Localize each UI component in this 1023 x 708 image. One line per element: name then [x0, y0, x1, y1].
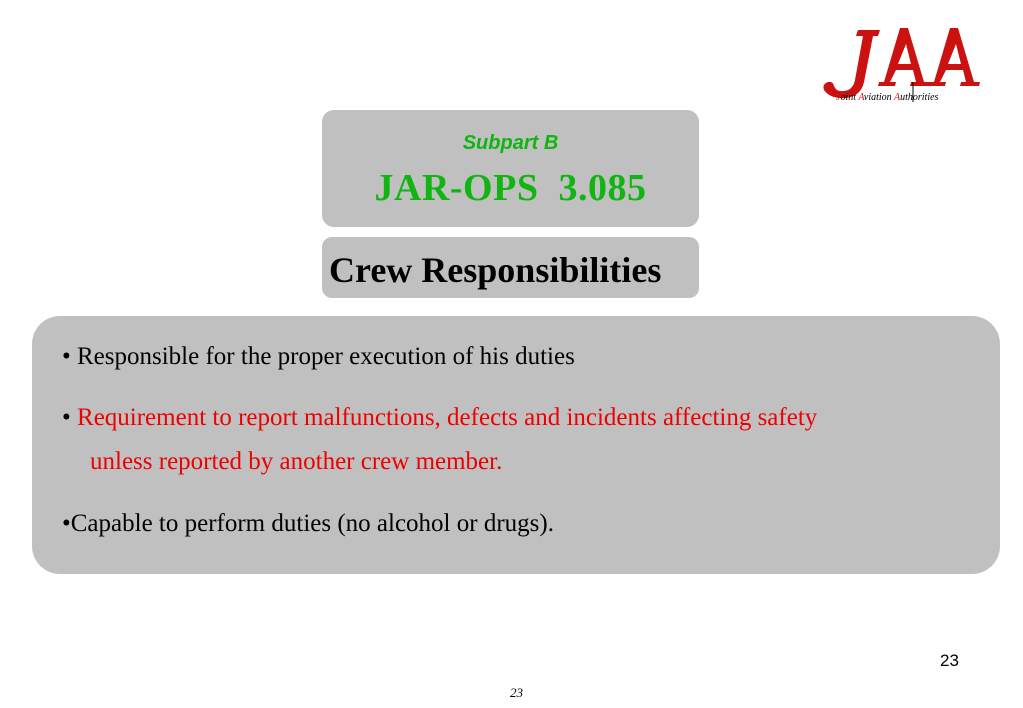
logo-word-viation: viation: [863, 92, 894, 103]
logo-letter-a1: A: [858, 92, 864, 103]
jaa-logo: [818, 24, 988, 106]
content-box: [32, 316, 1000, 574]
bullet-marker: •: [62, 404, 78, 431]
svg-text:Joint Aviation Authorities: [836, 92, 939, 103]
logo-letter-a2: A: [894, 92, 901, 103]
footer-page-number: 23: [510, 685, 523, 700]
bullet-item-2: [62, 396, 817, 440]
subpart-label: Subpart B: [462, 132, 559, 154]
bullet-item-3: •Capable to perform duties (no alcohol or drugs).: [62, 510, 554, 537]
logo-word-oint: oint: [840, 92, 859, 103]
rule-code: JAR-OPS 3.085: [374, 167, 647, 209]
header-box: [322, 110, 699, 227]
bullet-item-1: • Responsible for the proper execution of his duties: [62, 343, 575, 370]
bullet-item-2-line-2: unless reported by another crew member.: [90, 448, 503, 475]
logo-word-uthorities: uthorities: [900, 92, 939, 103]
slide-title: Crew Responsibilities: [329, 250, 662, 290]
page-number: 23: [940, 651, 959, 670]
bullet-item-2-line-1: Requirement to report malfunctions, defects and incidents affecting safety: [77, 404, 818, 431]
logo-letter-j: J: [836, 92, 841, 103]
title-box: [322, 237, 699, 298]
